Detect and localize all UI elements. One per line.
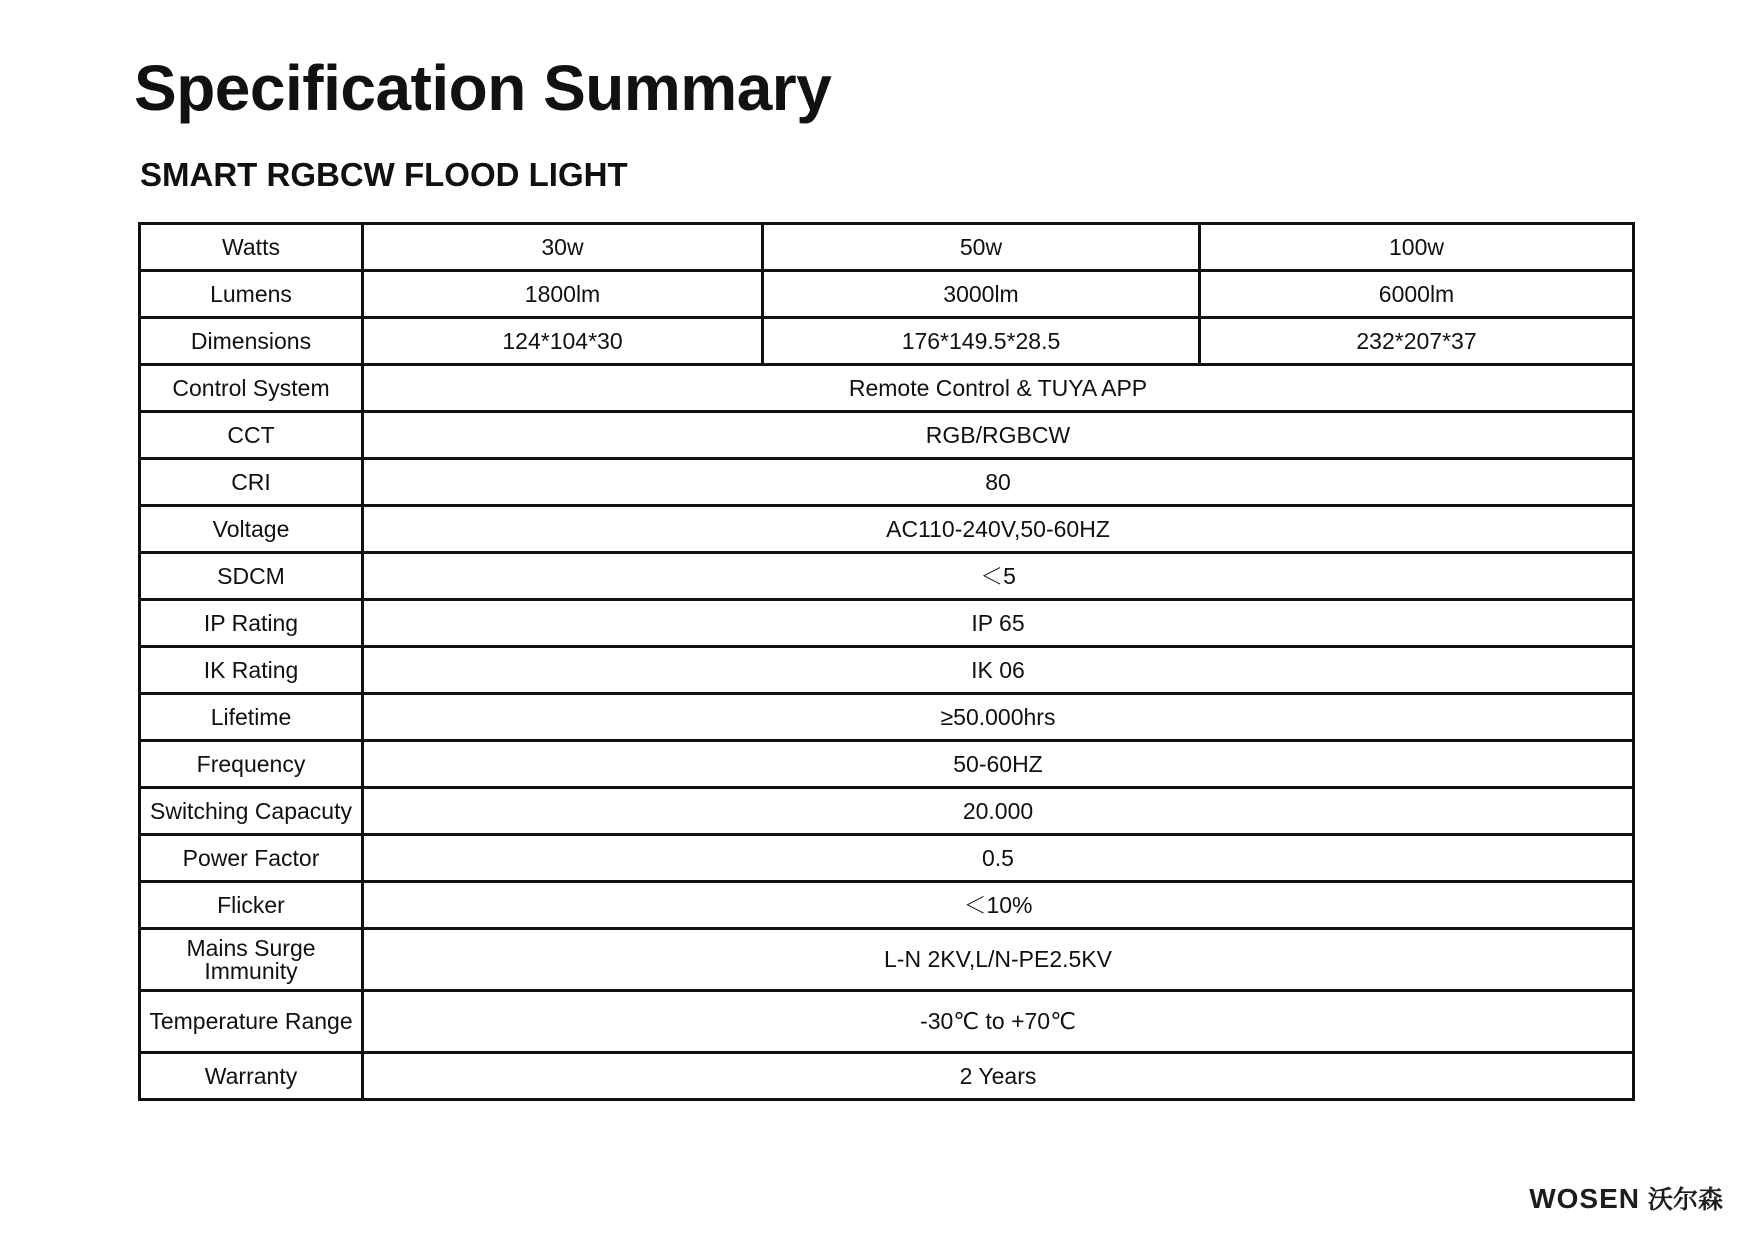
row-label: Temperature Range [140,991,363,1053]
cell-value: 50-60HZ [363,741,1634,788]
table-row-flicker [140,882,1634,929]
row-label: Watts [140,224,363,271]
table-row-ip-rating [140,600,1634,647]
cell-value: 50w [763,224,1200,271]
cell-value: 6000lm [1200,271,1634,318]
cell-value: 30w [363,224,763,271]
cell-value: 176*149.5*28.5 [763,318,1200,365]
specification-table [138,222,1635,1101]
row-label: Lumens [140,271,363,318]
cell-value: 3000lm [763,271,1200,318]
row-label: Warranty [140,1053,363,1100]
row-label: Dimensions [140,318,363,365]
cell-value: 2 Years [363,1053,1634,1100]
row-label: Flicker [140,882,363,929]
table-row-temperature-range [140,991,1634,1053]
brand-chinese-name: 沃尔森 [1647,1185,1723,1214]
cell-value: ＜10% [363,882,1634,929]
cell-value: 100w [1200,224,1634,271]
cell-value: Remote Control & TUYA APP [363,365,1634,412]
cell-value: ＜5 [363,553,1634,600]
cell-value: 80 [363,459,1634,506]
row-label: Power Factor [140,835,363,882]
table-row-ik-rating [140,647,1634,694]
table-row-control-system [140,365,1634,412]
table-row-cri [140,459,1634,506]
row-label: IP Rating [140,600,363,647]
brand-logo [1529,1180,1723,1216]
cell-value: L-N 2KV,L/N-PE2.5KV [363,929,1634,991]
cell-value: IP 65 [363,600,1634,647]
table-row-sdcm [140,553,1634,600]
page-title: Specification Summary [134,52,832,124]
cell-value: ≥50.000hrs [363,694,1634,741]
cell-value: -30℃ to +70℃ [363,991,1634,1053]
row-label: SDCM [140,553,363,600]
cell-value: 0.5 [363,835,1634,882]
cell-value: 232*207*37 [1200,318,1634,365]
table-row-lumens [140,271,1634,318]
cell-value: 124*104*30 [363,318,763,365]
row-label: CCT [140,412,363,459]
table-row-power-factor [140,835,1634,882]
product-subtitle: SMART RGBCW FLOOD LIGHT [140,156,628,193]
row-label: Switching Capacuty [140,788,363,835]
table-row-mains-surge-immunity [140,929,1634,991]
row-label: Mains Surge Immunity [140,929,363,991]
table-row-frequency [140,741,1634,788]
cell-value: 20.000 [363,788,1634,835]
brand-name: WOSEN [1529,1183,1640,1214]
table-row-warranty [140,1053,1634,1100]
row-label: IK Rating [140,647,363,694]
row-label: CRI [140,459,363,506]
table-row-voltage [140,506,1634,553]
cell-value: RGB/RGBCW [363,412,1634,459]
table-row-lifetime [140,694,1634,741]
row-label: Lifetime [140,694,363,741]
row-label: Control System [140,365,363,412]
table-row-dimensions [140,318,1634,365]
cell-value: IK 06 [363,647,1634,694]
cell-value: 1800lm [363,271,763,318]
table-row-cct [140,412,1634,459]
row-label: Frequency [140,741,363,788]
cell-value: AC110-240V,50-60HZ [363,506,1634,553]
table-row-switching-capacity [140,788,1634,835]
row-label: Voltage [140,506,363,553]
table-row-watts [140,224,1634,271]
